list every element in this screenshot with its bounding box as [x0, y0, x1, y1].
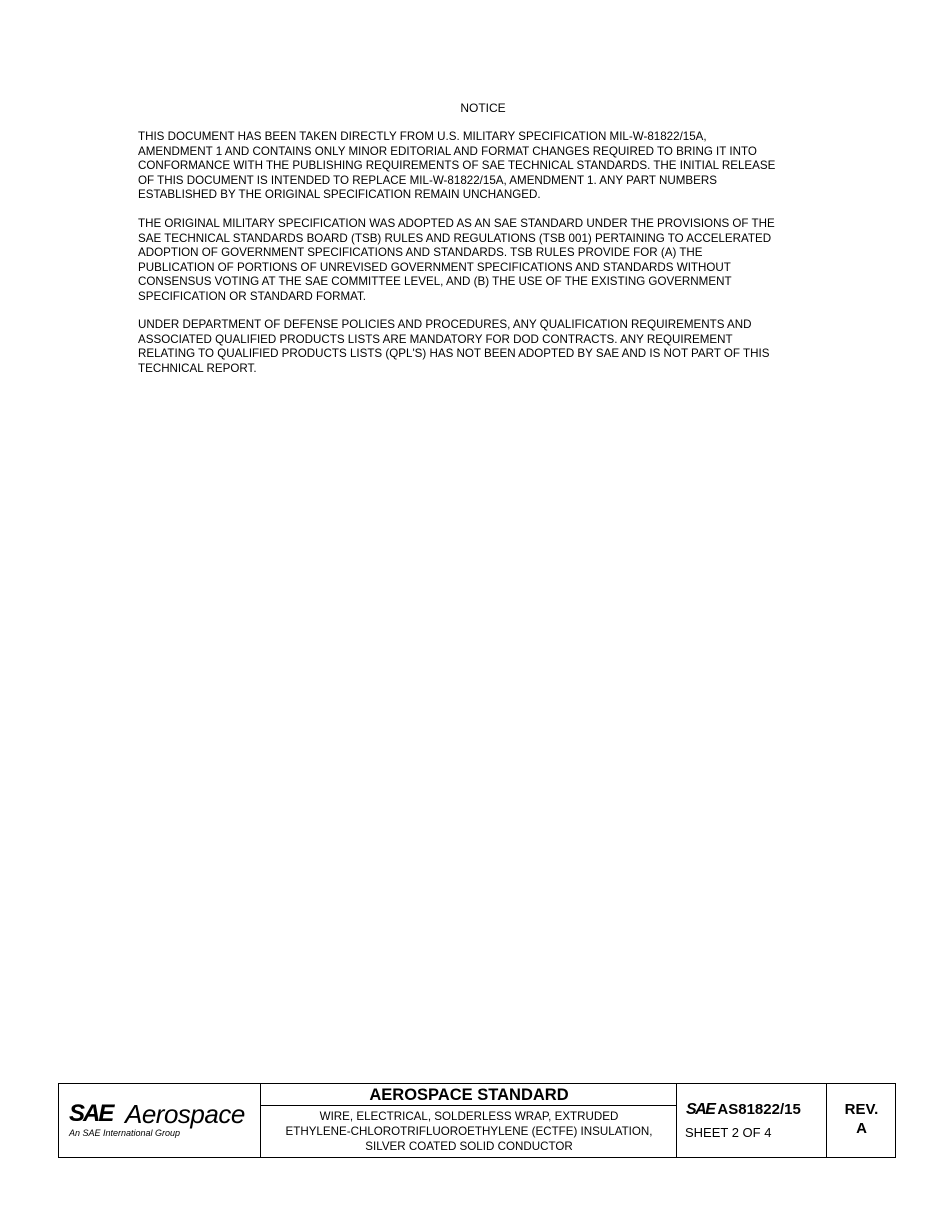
text-line: SPECIFICATION OR STANDARD FORMAT. — [138, 289, 367, 303]
text-line: ESTABLISHED BY THE ORIGINAL SPECIFICATION REMAIN UNCHANGED. — [138, 188, 541, 201]
notice-paragraph-2 — [138, 217, 838, 304]
logo-tagline: An SAE International Group — [69, 1128, 181, 1138]
document-number — [686, 1099, 801, 1121]
sae-mini-logo: SAE — [686, 1101, 715, 1118]
notice-paragraph-1 — [138, 130, 838, 203]
text-line: PUBLICATION OF PORTIONS OF UNREVISED GOVERNMENT SPECIFICATIONS AND STANDARDS WITHOUT — [138, 260, 731, 274]
text-line: THE ORIGINAL MILITARY SPECIFICATION WAS ADOPTED AS AN SAE STANDARD UNDER THE PROVISIONS OF THE — [138, 217, 775, 230]
revision — [827, 1100, 896, 1138]
text-line: RELATING TO QUALIFIED PRODUCTS LISTS (QPL'S) HAS NOT BEEN ADOPTED BY SAE AND IS NOT PART OF THIS — [138, 347, 770, 360]
divider — [261, 1105, 677, 1106]
logo-sae-text: SAE — [69, 1100, 113, 1127]
notice-paragraph-3 — [138, 318, 838, 376]
sheet-number: SHEET 2 OF 4 — [685, 1125, 772, 1140]
standard-description — [261, 1109, 677, 1154]
notice-title: NOTICE — [460, 101, 506, 115]
description-line: ETHYLENE-CHLOROTRIFLUOROETHYLENE (ECTFE) INSULATION, — [285, 1125, 653, 1138]
text-line: UNDER DEPARTMENT OF DEFENSE POLICIES AND PROCEDURES, ANY QUALIFICATION REQUIREMENTS AND — [138, 318, 752, 331]
text-line: ASSOCIATED QUALIFIED PRODUCTS LISTS ARE MANDATORY FOR DOD CONTRACTS. ANY REQUIREMENT — [138, 332, 733, 346]
standard-type: AEROSPACE STANDARD — [369, 1086, 569, 1104]
sae-aerospace-logo — [69, 1099, 259, 1143]
document-number-text: AS81822/15 — [717, 1101, 801, 1118]
description-line: WIRE, ELECTRICAL, SOLDERLESS WRAP, EXTRUDED — [319, 1110, 619, 1123]
text-line: CONFORMANCE WITH THE PUBLISHING REQUIREMENTS OF SAE TECHNICAL STANDARDS. THE INITIAL RELEASE — [138, 159, 776, 172]
text-line: SAE TECHNICAL STANDARDS BOARD (TSB) RULES AND REGULATIONS (TSB 001) PERTAINING TO ACCELERATED — [138, 231, 772, 245]
text-line: AMENDMENT 1 AND CONTAINS ONLY MINOR EDITORIAL AND FORMAT CHANGES REQUIRED TO BRING IT INTO — [138, 144, 757, 158]
title-block — [58, 1083, 896, 1158]
revision-label: REV. — [844, 1101, 879, 1118]
text-line: THIS DOCUMENT HAS BEEN TAKEN DIRECTLY FROM U.S. MILITARY SPECIFICATION MIL-W-81822/15A, — [138, 130, 707, 143]
logo-aerospace-text: Aerospace — [125, 1099, 245, 1129]
text-line: TECHNICAL REPORT. — [138, 361, 257, 375]
description-line: SILVER COATED SOLID CONDUCTOR — [365, 1140, 573, 1153]
text-line: ADOPTION OF GOVERNMENT SPECIFICATIONS AND STANDARDS. TSB RULES PROVIDE FOR (A) THE — [138, 246, 703, 259]
revision-value: A — [856, 1120, 867, 1137]
text-line: OF THIS DOCUMENT IS INTENDED TO REPLACE MIL-W-81822/15A, AMENDMENT 1. ANY PART NUMBERS — [138, 173, 717, 187]
text-line: CONSENSUS VOTING AT THE SAE COMMITTEE LEVEL, AND (B) THE USE OF THE EXISTING GOVERNMENT — [138, 275, 732, 288]
